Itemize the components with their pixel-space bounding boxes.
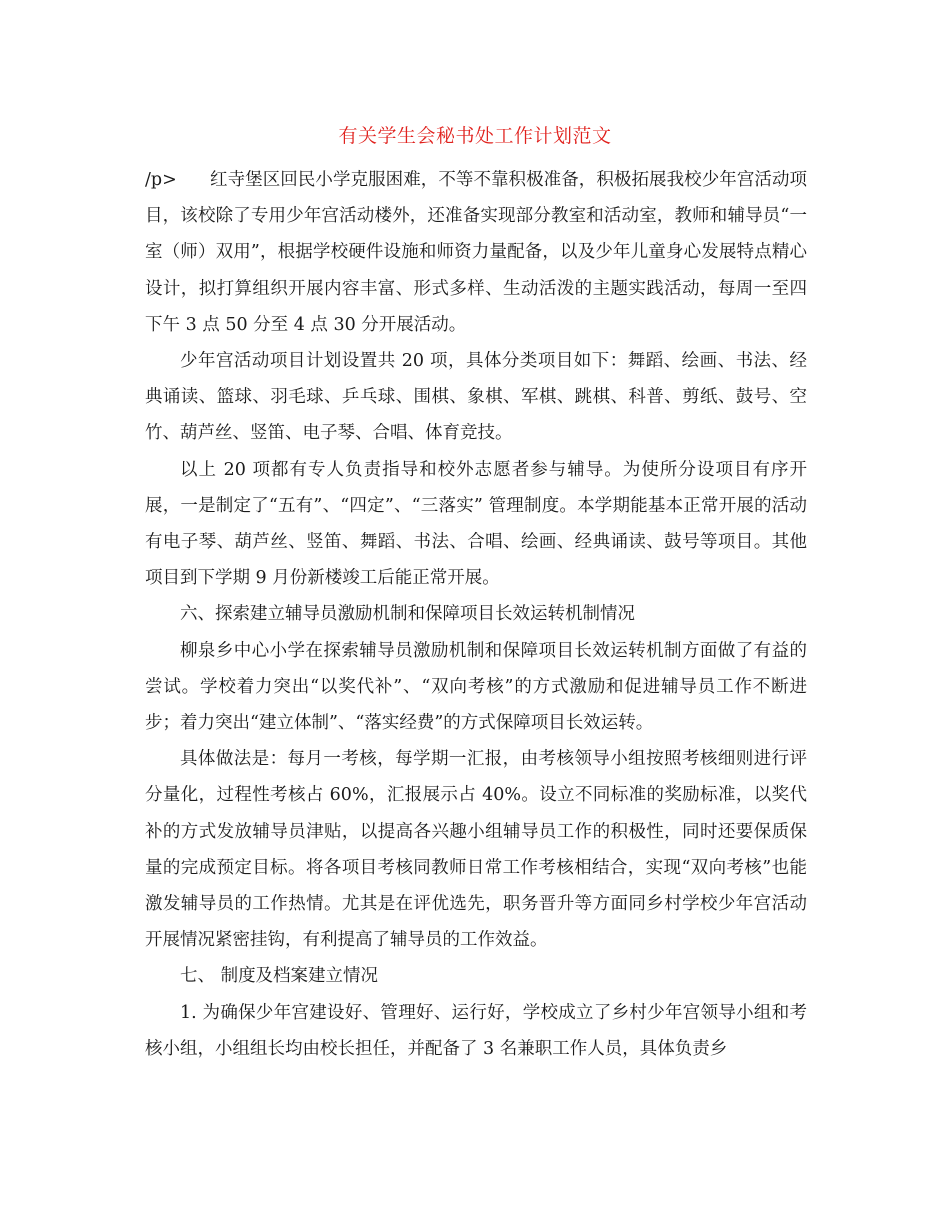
paragraph-3: 以上 20 项都有专人负责指导和校外志愿者参与辅导。为使所分设项目有序开展，一是制定了“五有”、“四定”、“三落实” 管理制度。本学期能基本正常开展的活动有电子琴、葫芦丝、竖笛、舞蹈、书法、合唱、绘画、经典诵读、鼓号等项目。其他项目到下学期 9 月份新楼竣工后能正常开展。 <box>145 459 807 589</box>
paragraph-4: 柳泉乡中心小学在探索辅导员激励机制和保障项目长效运转机制方面做了有益的尝试。学校着力突出“以奖代补”、“双向考核”的方式激励和促进辅导员工作不断进步；着力突出“建立体制”、“落实经费”的方式保障项目长效运转。 <box>145 640 807 734</box>
paragraph-1 <box>145 162 807 343</box>
html-fragment-prefix: /p> <box>145 170 177 190</box>
paragraph-1-text: 红寺堡区回民小学克服困难，不等不靠积极准备，积极拓展我校少年宫活动项目，该校除了专用少年宫活动楼外，还准备实现部分教室和活动室，教师和辅导员“一室（师）双用”，根据学校硬件设施和师资力量配备，以及少年儿童身心发展特点精心设计，拟打算组织开展内容丰富、形式多样、生动活泼的主题实践活动，每周一至四下午 3 点 50 分至 4 点 30 分开展活动。 <box>145 170 807 335</box>
section-heading-6: 六、探索建立辅导员激励机制和保障项目长效运转机制情况 <box>180 604 635 625</box>
paragraph-2: 少年宫活动项目计划设置共 20 项，具体分类项目如下：舞蹈、绘画、书法、经典诵读、篮球、羽毛球、乒乓球、围棋、象棋、军棋、跳棋、科普、剪纸、鼓号、空竹、葫芦丝、竖笛、电子琴、合唱、体育竞技。 <box>145 351 807 444</box>
document-title: 有关学生会秘书处工作计划范文 <box>338 125 612 147</box>
document-body <box>145 162 807 1067</box>
paragraph-6: 1. 为确保少年宫建设好、管理好、运行好，学校成立了乡村少年宫领导小组和考核小组，小组组长均由校长担任，并配备了 3 名兼职工作人员，具体负责乡 <box>145 1002 807 1059</box>
paragraph-5: 具体做法是：每月一考核，每学期一汇报，由考核领导小组按照考核细则进行评分量化，过程性考核占 60%，汇报展示占 40%。设立不同标准的奖励标准，以奖代补的方式发放辅导员津贴，以提高各兴趣小组辅导员工作的积极性，同时还要保质保量的完成预定目标。将各项目考核同教师日常工作考核相结合，实现“双向考核”也能激发辅导员的工作热情。尤其是在评优选先，职务晋升等方面同乡村学校少年宫活动开展情况紧密挂钩，有利提高了辅导员的工作效益。 <box>145 749 807 951</box>
section-heading-7: 七、 制度及档案建立情况 <box>180 966 379 987</box>
